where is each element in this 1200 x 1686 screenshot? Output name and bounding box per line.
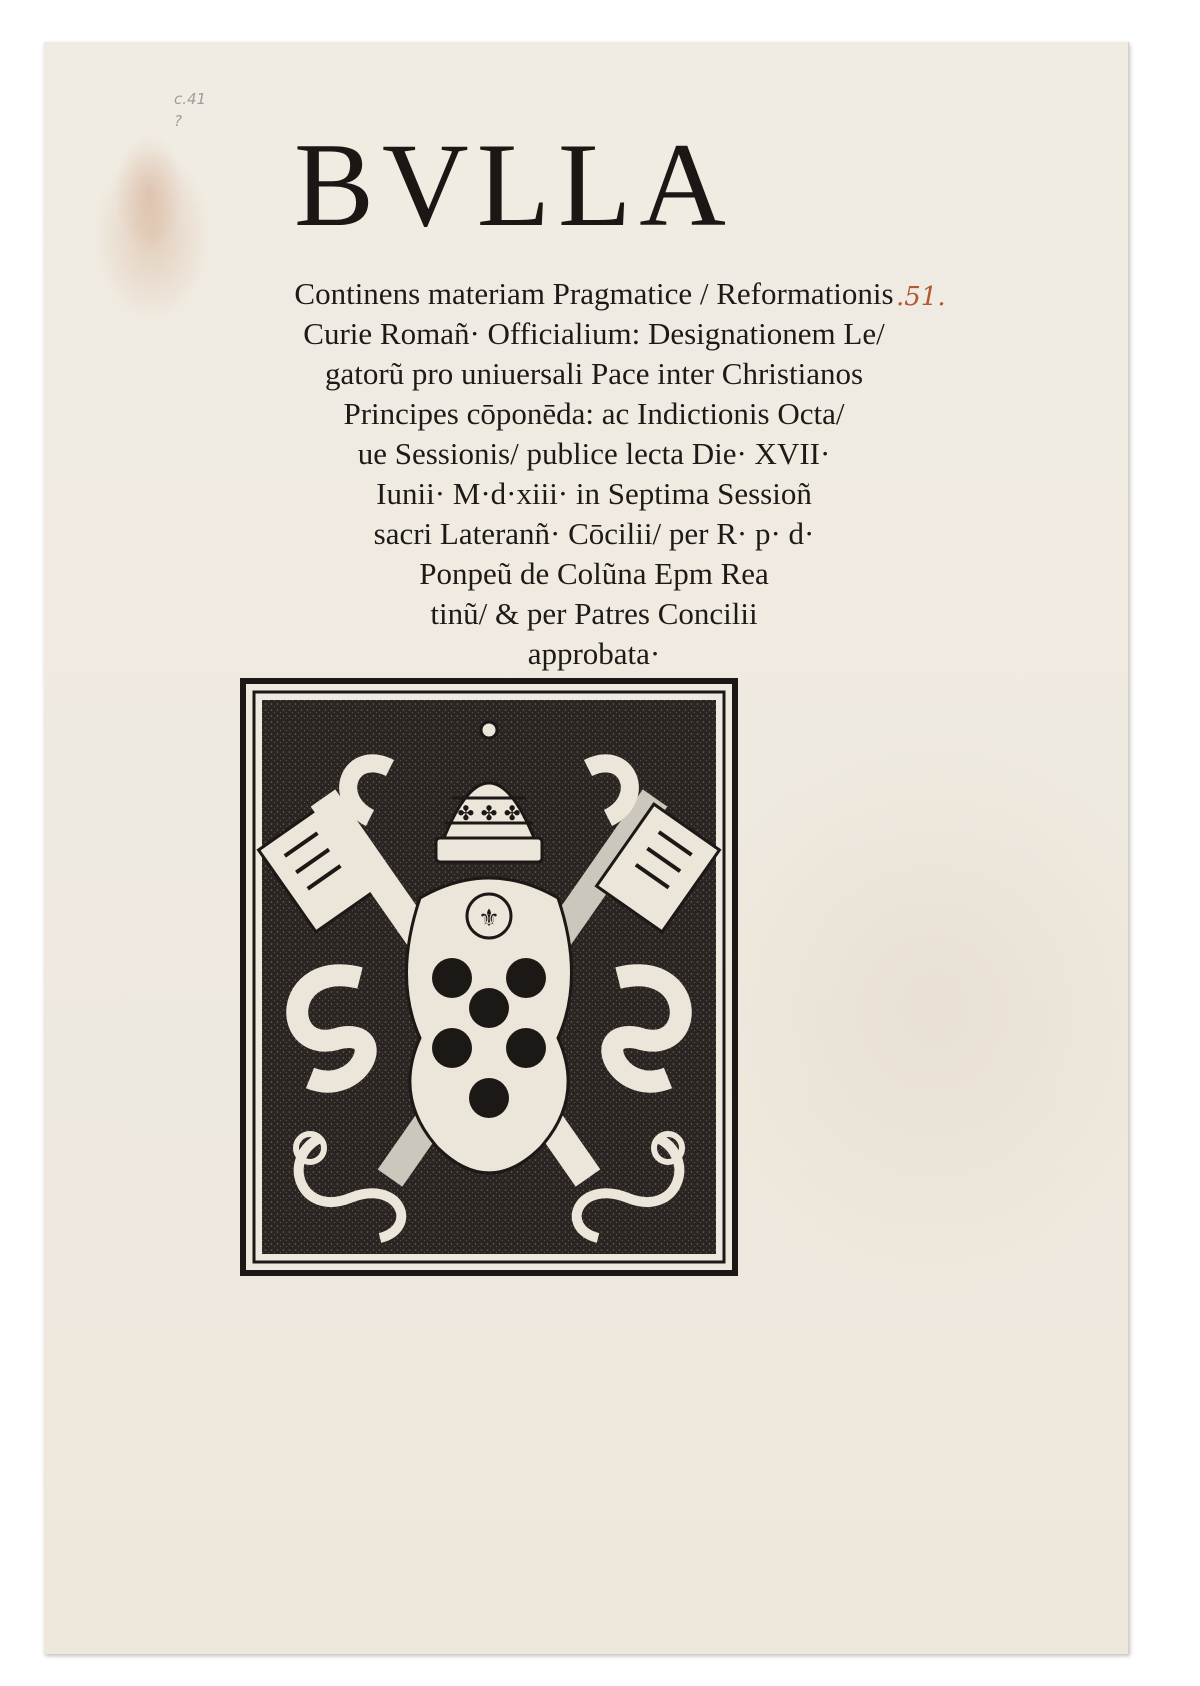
pencil-annotation: c.41 ? xyxy=(174,90,207,130)
text-line: gatorũ pro uniuersali Pace inter Christianos xyxy=(324,356,864,391)
margin-annotation: .51. xyxy=(896,282,946,312)
svg-text:✤ ✤ ✤: ✤ ✤ ✤ xyxy=(457,801,521,825)
text-line: sacri Lateranñ· Cōcilii/ per R· p· d· xyxy=(373,516,815,551)
paper-stain xyxy=(114,132,184,252)
text-line: Iunii· M·d·xiii· in Septima Sessioñ xyxy=(376,476,812,511)
text-line: tinũ/ & per Patres Concilii xyxy=(430,596,758,631)
svg-text:⚜: ⚜ xyxy=(478,904,500,932)
text-line: ue Sessionis/ publice lecta Die· XVII· xyxy=(357,436,831,471)
page-title: BVLLA xyxy=(294,118,734,251)
medici-shield-icon xyxy=(407,878,572,1173)
text-line: Curie Romañ· Officialium: Designationem Le/ xyxy=(303,316,885,351)
title-text-block xyxy=(294,274,894,674)
papal-arms-woodcut xyxy=(240,678,738,1276)
text-line: approbata· xyxy=(527,636,661,671)
text-line: Principes cōponēda: ac Indictionis Octa/ xyxy=(343,396,845,431)
text-line: Continens materiam Pragmatice / Reformationis xyxy=(294,276,894,311)
text-line: Ponpeũ de Colũna Epm Rea xyxy=(419,556,769,591)
